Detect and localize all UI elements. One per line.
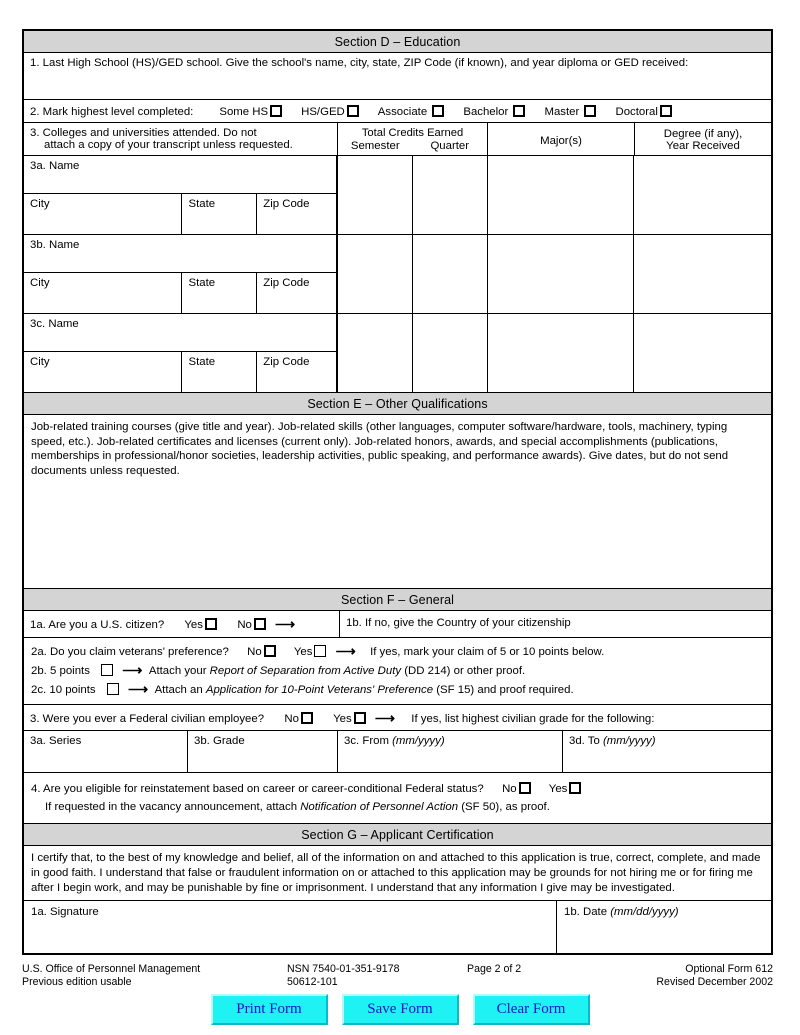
level-option-associate[interactable]	[378, 105, 447, 118]
section-d-item2-row	[24, 100, 771, 123]
school-3b-left	[24, 235, 337, 313]
federal-employee-no-label: No	[284, 713, 299, 726]
school-3c-zip-label: Zip Code	[263, 356, 310, 368]
school-3b-state-field[interactable]	[181, 273, 256, 313]
checkbox-reinstatement-no[interactable]	[519, 782, 531, 794]
to-date-label: 3d. To	[569, 735, 600, 748]
grade-field[interactable]	[187, 731, 337, 772]
school-3c-quarter-field[interactable]	[412, 314, 487, 392]
colleges-instruction-line2: attach a copy of your transcript unless requested.	[44, 139, 293, 151]
quarter-header: Quarter	[430, 140, 470, 152]
level-label-doctoral: Doctoral	[615, 106, 658, 118]
school-3c-credits	[337, 314, 487, 392]
school-3b-semester-field[interactable]	[337, 235, 412, 313]
citizenship-row	[24, 611, 771, 638]
federal-employee-label: 3. Were you ever a Federal civilian employee?	[30, 713, 265, 726]
school-3b-majors-field[interactable]	[487, 235, 634, 313]
veterans-yes-label: Yes	[293, 646, 313, 659]
school-3c-name-field[interactable]	[24, 314, 336, 352]
reinstatement-line1	[31, 780, 764, 798]
checkbox-some-hs[interactable]	[270, 105, 282, 117]
checkbox-federal-no[interactable]	[301, 712, 313, 724]
checkbox-citizen-yes[interactable]	[205, 618, 217, 630]
school-3c-left	[24, 314, 337, 392]
date-format: (mm/dd/yyyy)	[610, 906, 679, 919]
veterans-5points-doc: Report of Separation from Active Duty	[209, 665, 402, 678]
school-3a-state-label: State	[188, 198, 216, 210]
signature-row	[24, 901, 771, 953]
school-3a-zip-label: Zip Code	[263, 198, 310, 210]
federal-employee-question	[24, 705, 771, 730]
reinstatement-row	[24, 773, 771, 823]
school-3b-quarter-field[interactable]	[412, 235, 487, 313]
footer-nsn	[287, 963, 467, 988]
school-3a-quarter-field[interactable]	[412, 156, 487, 234]
form-action-buttons	[0, 994, 800, 1025]
level-label-associate: Associate	[377, 106, 428, 118]
school-3b-name-label: 3b. Name	[30, 239, 80, 251]
checkbox-hs-ged[interactable]	[347, 105, 359, 117]
school-3c-name-label: 3c. Name	[30, 318, 79, 330]
from-date-label: 3c. From	[344, 735, 389, 748]
footer-form-line2: Revised December 2002	[656, 975, 773, 988]
degree-header	[634, 123, 771, 155]
grade-detail-row	[24, 731, 771, 773]
checkbox-doctoral[interactable]	[660, 105, 672, 117]
section-d-item1-row	[24, 53, 771, 100]
checkbox-5-points[interactable]	[101, 664, 113, 676]
of-612-form	[22, 29, 773, 955]
to-date-format: (mm/yyyy)	[603, 735, 656, 748]
degree-header-line1: Degree (if any),	[663, 128, 743, 140]
school-3a-state-field[interactable]	[181, 194, 256, 234]
school-3b-credits	[337, 235, 487, 313]
save-form-button[interactable]: Save Form	[342, 994, 459, 1025]
school-3c-city-field[interactable]	[24, 352, 181, 392]
veterans-tail-text: If yes, mark your claim of 5 or 10 points below.	[370, 646, 605, 659]
country-of-citizenship-label: 1b. If no, give the Country of your citizenship	[346, 617, 571, 630]
arrow-icon-citizenship: ⟶	[275, 616, 296, 633]
to-date-field[interactable]	[562, 731, 771, 772]
last-high-school-label: 1. Last High School (HS)/GED school. Give the school's name, city, state, ZIP Code (if known), and year diploma or GED received:	[30, 57, 689, 69]
school-3b-location	[24, 273, 336, 313]
section-d-heading: Section D – Education	[24, 31, 771, 53]
school-row-3a	[24, 156, 771, 235]
level-option-master[interactable]	[544, 105, 598, 118]
school-3a-zip-field[interactable]	[256, 194, 336, 234]
majors-header: Major(s)	[487, 123, 634, 155]
last-high-school-field[interactable]	[24, 53, 771, 99]
date-label: 1b. Date	[564, 906, 608, 919]
date-field[interactable]	[557, 901, 771, 953]
school-3c-majors-field[interactable]	[487, 314, 634, 392]
footer-agency-line2: Previous edition usable	[22, 975, 132, 988]
footer-agency-line1: U.S. Office of Personnel Management	[22, 963, 201, 975]
series-field[interactable]	[24, 731, 187, 772]
reinstatement-block	[24, 773, 771, 823]
section-e-body-area[interactable]	[24, 415, 771, 588]
school-3a-degree-field[interactable]	[634, 156, 771, 234]
school-3b-degree-field[interactable]	[634, 235, 771, 313]
school-3b-city-field[interactable]	[24, 273, 181, 313]
school-3a-semester-field[interactable]	[337, 156, 412, 234]
veterans-no-label: No	[247, 646, 262, 659]
footer-nsn-line1: NSN 7540-01-351-9178	[287, 963, 400, 975]
school-3b-name-field[interactable]	[24, 235, 336, 273]
checkbox-veterans-yes[interactable]	[314, 645, 326, 657]
veterans-5points-attach: Attach your	[148, 665, 207, 678]
level-label-master: Master	[544, 106, 580, 118]
school-3c-state-label: State	[188, 356, 216, 368]
reinstatement-doc: Notification of Personnel Action	[300, 801, 459, 814]
level-option-doctoral[interactable]	[615, 105, 673, 118]
school-3c-state-field[interactable]	[181, 352, 256, 392]
footer-page-number: Page 2 of 2	[467, 963, 522, 975]
footer-agency	[22, 963, 287, 988]
level-option-bachelor[interactable]	[463, 105, 527, 118]
citizenship-question	[24, 611, 339, 637]
level-label-some-hs: Some HS	[219, 106, 269, 118]
reinstatement-line2	[31, 798, 764, 816]
total-credits-label: Total Credits Earned	[361, 127, 464, 139]
checkbox-citizen-no[interactable]	[254, 618, 266, 630]
veterans-label: 2a. Do you claim veterans' preference?	[31, 646, 229, 659]
level-option-hs-ged[interactable]	[301, 105, 361, 118]
total-credits-header	[337, 123, 487, 155]
footer-form-info	[607, 963, 773, 988]
certification-statement: I certify that, to the best of my knowledge and belief, all of the information on and attached to this application is true, correct, complete, and made in good faith. I understand that false or fraudulent information on or attached to this application may be grounds for not hiring me or for firing me after I begin work, and may be punishable by fine or imprisonment. I understand that any information I give may be investigated.	[31, 852, 761, 894]
checkbox-10-points[interactable]	[107, 683, 119, 695]
school-3a-left	[24, 156, 337, 234]
level-label-hs-ged: HS/GED	[301, 106, 345, 118]
veterans-q2a	[31, 643, 764, 662]
reinstatement-label: 4. Are you eligible for reinstatement based on career or career-conditional Federal status?	[31, 783, 484, 796]
school-3a-location	[24, 194, 336, 234]
checkbox-reinstatement-yes[interactable]	[569, 782, 581, 794]
form-footer	[22, 963, 773, 988]
section-e-heading: Section E – Other Qualifications	[24, 392, 771, 415]
arrow-icon-veterans: ⟶	[335, 643, 356, 660]
school-3b-city-label: City	[30, 277, 50, 289]
colleges-instruction	[24, 123, 337, 155]
veterans-5points-label: 2b. 5 points	[31, 665, 90, 678]
checkbox-associate[interactable]	[432, 105, 444, 117]
series-label: 3a. Series	[30, 735, 82, 748]
citizenship-label: 1a. Are you a U.S. citizen?	[30, 619, 165, 632]
school-3c-zip-field[interactable]	[256, 352, 336, 392]
veterans-5points-tail: (DD 214) or other proof.	[404, 665, 526, 678]
veterans-q2b	[31, 662, 764, 681]
school-row-3b	[24, 235, 771, 314]
school-3c-city-label: City	[30, 356, 50, 368]
from-date-field[interactable]	[337, 731, 562, 772]
degree-header-line2: Year Received	[666, 140, 740, 152]
footer-form-line1: Optional Form 612	[685, 963, 773, 975]
checkbox-veterans-no[interactable]	[264, 645, 276, 657]
arrow-icon-5-points: ⟶	[122, 662, 143, 679]
school-row-3c	[24, 314, 771, 392]
veterans-preference-row	[24, 638, 771, 705]
print-form-button[interactable]: Print Form	[211, 994, 328, 1025]
from-date-format: (mm/yyyy)	[392, 735, 445, 748]
section-f-heading: Section F – General	[24, 588, 771, 611]
arrow-icon-10-points: ⟶	[127, 681, 149, 698]
school-3a-city-field[interactable]	[24, 194, 181, 234]
country-of-citizenship-field[interactable]	[339, 611, 771, 637]
citizenship-no-label: No	[237, 619, 252, 632]
veterans-10points-label: 2c. 10 points	[31, 684, 96, 697]
signature-label: 1a. Signature	[31, 906, 99, 919]
semester-header: Semester	[350, 140, 400, 152]
reinstatement-yes-label: Yes	[548, 783, 568, 796]
highest-level-label: 2. Mark highest level completed:	[30, 105, 194, 118]
colleges-table-header	[24, 123, 771, 156]
veterans-10points-tail: (SF 15) and proof required.	[436, 684, 574, 697]
section-e-instructions: Job-related training courses (give title and year). Job-related skills (other languages, computer software/hardware, tools, machinery, typing speed, etc.). Job-related certificates and licenses (current only). Job-related honors, awards, and special accomplishments (publications, memberships in professional/honor societies, leadership activities, public speaking, and performance awards). Give dates, but do not send documents unless requested.	[31, 421, 729, 477]
arrow-icon-federal: ⟶	[374, 710, 395, 727]
veterans-10points-attach: Attach an	[154, 684, 203, 697]
school-3b-zip-field[interactable]	[256, 273, 336, 313]
highest-level-row	[24, 100, 771, 122]
school-3c-semester-field[interactable]	[337, 314, 412, 392]
school-3b-state-label: State	[188, 277, 216, 289]
checkbox-bachelor[interactable]	[513, 105, 525, 117]
school-3b-zip-label: Zip Code	[263, 277, 310, 289]
clear-form-button[interactable]: Clear Form	[473, 994, 590, 1025]
section-e-write-space[interactable]	[24, 483, 771, 588]
section-g-heading: Section G – Applicant Certification	[24, 823, 771, 846]
grade-label: 3b. Grade	[194, 735, 245, 748]
school-3a-majors-field[interactable]	[487, 156, 634, 234]
federal-employee-yes-label: Yes	[333, 713, 352, 726]
reinstatement-tail: (SF 50), as proof.	[461, 801, 550, 814]
school-3a-name-label: 3a. Name	[30, 160, 80, 172]
federal-employee-tail: If yes, list highest civilian grade for the following:	[411, 713, 655, 726]
reinstatement-no-label: No	[502, 783, 517, 796]
school-3c-degree-field[interactable]	[634, 314, 771, 392]
certification-text-row	[24, 846, 771, 901]
footer-nsn-line2: 50612-101	[287, 975, 338, 988]
school-3a-credits	[337, 156, 487, 234]
citizenship-yes-label: Yes	[184, 619, 203, 632]
checkbox-federal-yes[interactable]	[354, 712, 366, 724]
level-label-bachelor: Bachelor	[463, 106, 509, 118]
checkbox-master[interactable]	[584, 105, 596, 117]
colleges-instruction-line1: 3. Colleges and universities attended. Do not	[30, 127, 257, 139]
signature-field[interactable]	[24, 901, 557, 953]
veterans-q2c	[31, 681, 764, 700]
federal-employee-row	[24, 705, 771, 731]
reinstatement-attach-text: If requested in the vacancy announcement, attach	[45, 801, 298, 814]
school-3a-city-label: City	[30, 198, 50, 210]
veterans-10points-doc: Application for 10-Point Veterans' Preference	[205, 684, 434, 697]
veterans-preference-block	[24, 638, 771, 704]
school-3a-name-field[interactable]	[24, 156, 336, 194]
level-option-some-hs[interactable]	[219, 105, 284, 118]
school-3c-location	[24, 352, 336, 392]
